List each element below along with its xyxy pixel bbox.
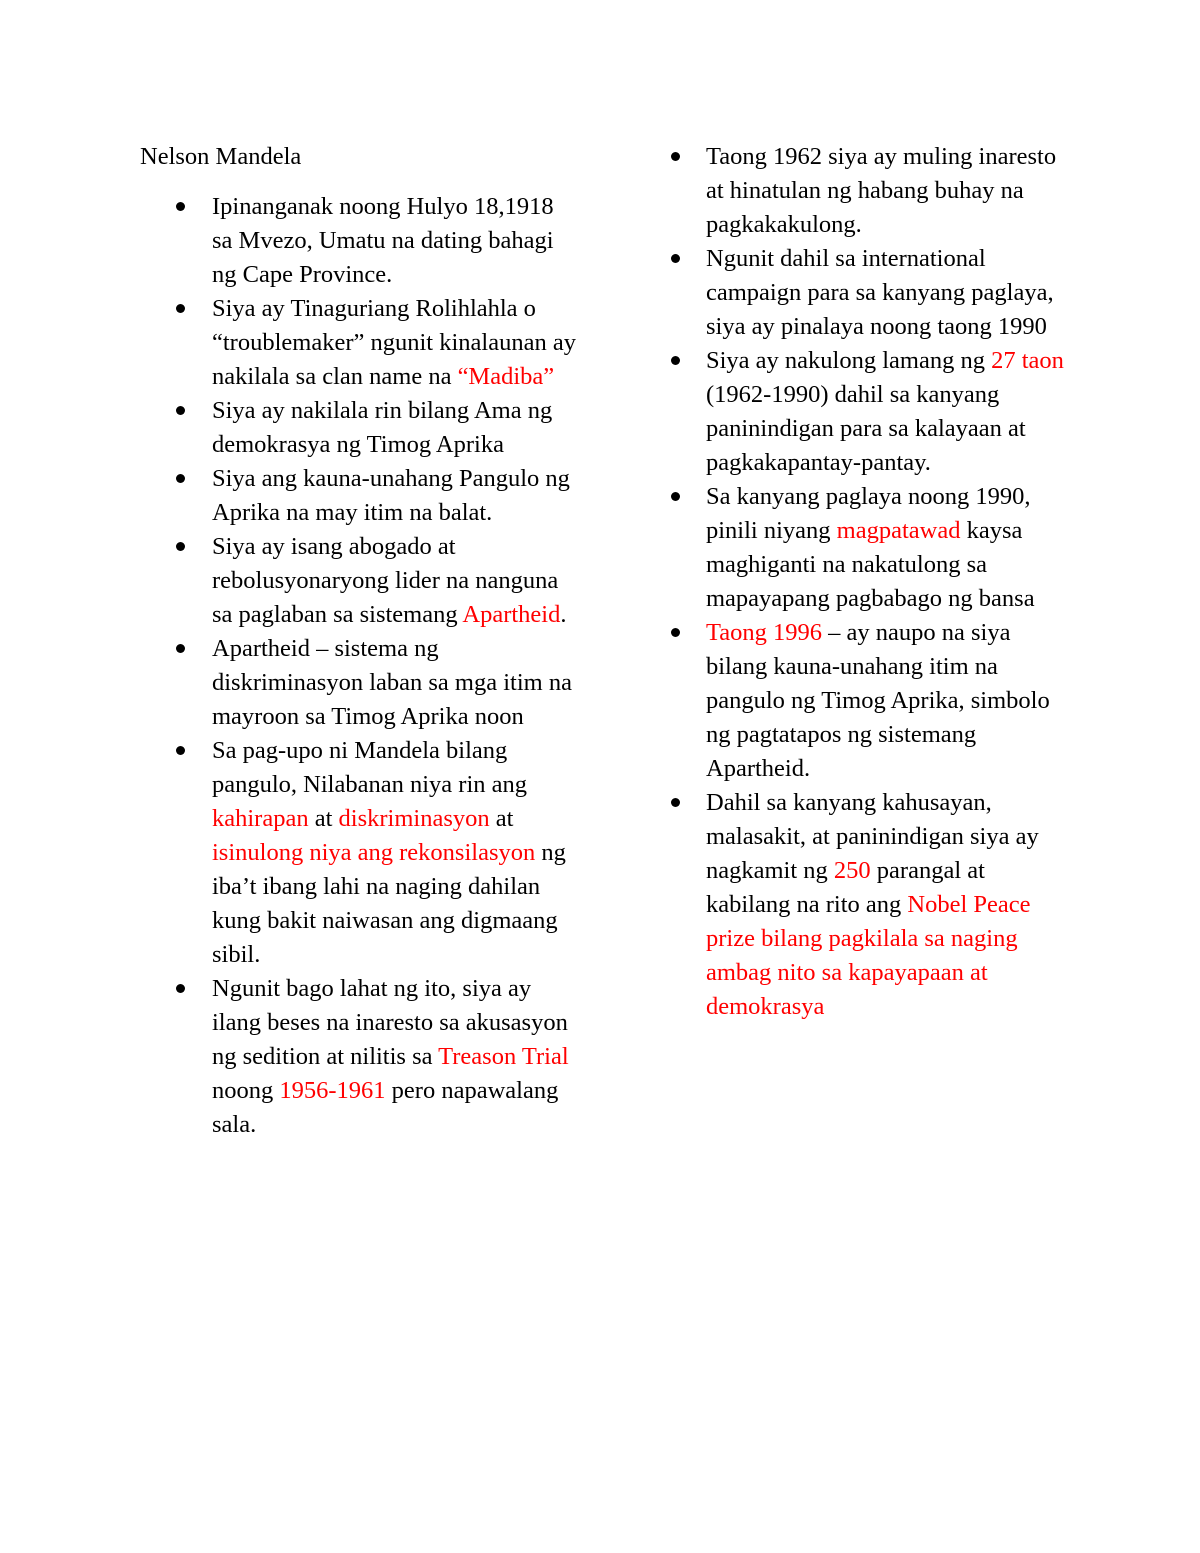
highlighted-text: Treason Trial [438,1043,569,1070]
text-segment: (1962-1990) dahil sa kanyang paninindigan para sa kalayaan at pagkakapantay-pantay. [706,381,1026,476]
text-segment: at [308,805,339,832]
list-item [668,480,1068,616]
text-segment: at [489,805,514,832]
document-title: Nelson Mandela [140,143,302,170]
text-segment: Ngunit dahil sa international campaign para sa kanyang paglaya, siya ay pinalaya noong taong 1990 [706,245,1054,340]
text-segment: Dahil sa kanyang kahusayan, malasakit, at paninindigan siya ay nagkamit ng [706,789,1039,884]
bullet-icon [176,406,185,415]
text-segment: – ay naupo na siya bilang kauna-unahang itim na pangulo ng Timog Aprika, simbolo ng pagtatapos ng sistemang Apartheid. [706,619,1050,782]
bullet-icon [176,304,185,313]
list-item [140,190,580,292]
text-segment: pero napawalang sala. [212,1077,559,1138]
highlighted-text: “Madiba” [457,363,555,390]
text-segment: Apartheid – sistema ng diskriminasyon laban sa mga itim na mayroon sa Timog Aprika noon [212,635,572,730]
highlighted-text: Taong 1996 [706,619,823,646]
text-segment: Ngunit bago lahat ng ito, siya ay ilang beses na inaresto sa akusasyon ng sedition at nilitis sa [212,975,568,1070]
list-item [668,242,1068,344]
list-item [668,344,1068,480]
bullet-icon [671,356,680,365]
list-item [140,462,580,530]
text-segment: Taong 1962 siya ay muling inaresto at hinatulan ng habang buhay na pagkakakulong. [706,143,1057,238]
list-item [140,632,580,734]
bullet-icon [176,644,185,653]
left-column [140,140,580,1142]
highlighted-text: Apartheid [462,601,561,628]
left-bullet-list [140,190,580,1142]
highlighted-text: isinulong niya ang rekonsilasyon [212,839,536,866]
bullet-icon [671,628,680,637]
list-item [140,292,580,394]
text-segment: Siya ay nakilala rin bilang Ama ng demokrasya ng Timog Aprika [212,397,553,458]
text-segment: Siya ay nakulong lamang ng [706,347,992,374]
highlighted-text: kahirapan [212,805,309,832]
highlighted-text: magpatawad [836,517,961,544]
text-segment: Siya ay isang abogado at rebolusyonaryong lider na nanguna sa paglaban sa sistemang [212,533,559,628]
text-segment: Siya ang kauna-unahang Pangulo ng Aprika na may itim na balat. [212,465,570,526]
right-column [668,140,1068,1024]
list-item [668,616,1068,786]
text-segment: Sa kanyang paglaya noong 1990, pinili niyang [706,483,1031,544]
bullet-icon [176,746,185,755]
highlighted-text: 27 taon [991,347,1064,374]
text-segment: Ipinanganak noong Hulyo 18,1918 sa Mvezo, Umatu na dating bahagi ng Cape Province. [212,193,554,288]
bullet-icon [671,798,680,807]
highlighted-text: 1956-1961 [279,1077,386,1104]
text-segment: . [560,601,567,628]
highlighted-text: 250 [833,857,871,884]
list-item [668,786,1068,1024]
bullet-icon [176,202,185,211]
text-segment: noong [212,1077,280,1104]
bullet-icon [176,474,185,483]
highlighted-text: Nobel Peace prize bilang pagkilala sa naging ambag nito sa kapayapaan at demokrasya [706,891,1031,1020]
bullet-icon [176,542,185,551]
bullet-icon [671,254,680,263]
highlighted-text: diskriminasyon [338,805,490,832]
text-segment: parangal at kabilang na rito ang [706,857,985,918]
list-item [140,972,580,1142]
text-segment: kaysa maghiganti na nakatulong sa mapayapang pagbabago ng bansa [706,517,1035,612]
bullet-icon [671,492,680,501]
bullet-icon [176,984,185,993]
text-segment: Sa pag-upo ni Mandela bilang pangulo, Nilabanan niya rin ang [212,737,528,798]
list-item [140,530,580,632]
list-item [140,734,580,972]
right-bullet-list [668,140,1068,1024]
list-item [140,394,580,462]
text-segment: Siya ay Tinaguriang Rolihlahla o “troublemaker” ngunit kinalaunan ay nakilala sa clan name na [212,295,576,390]
list-item [668,140,1068,242]
bullet-icon [671,152,680,161]
text-segment: ng iba’t ibang lahi na naging dahilan kung bakit naiwasan ang digmaang sibil. [212,839,566,968]
